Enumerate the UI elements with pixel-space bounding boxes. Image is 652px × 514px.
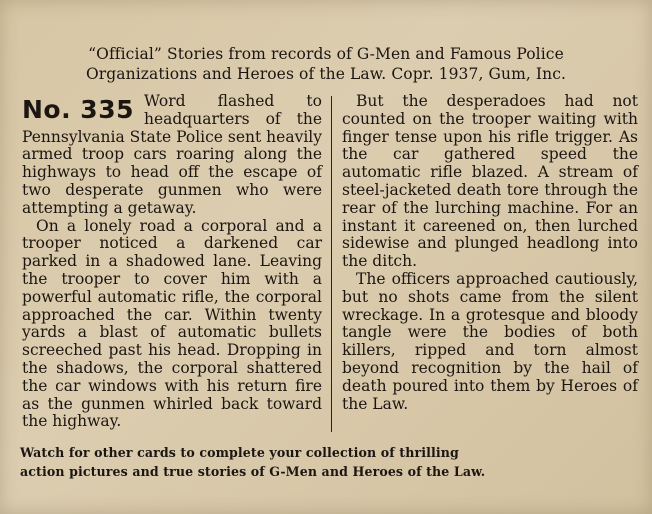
header-line-2: Organizations and Heroes of the Law. Copr. 1937, Gum, Inc.	[85, 65, 567, 83]
right-paragraph-2: The officers approached cautiously, but no shots came from the silent wreckage. In a grotesque and bloody tangle were the bodies of both killers, ripped and torn almost beyond recognition by the hail of death poured into them by Heroes of the Law.	[342, 269, 638, 413]
right-column	[342, 93, 638, 413]
card-footer	[20, 443, 636, 481]
left-column	[22, 93, 322, 431]
header-line-1: “Official” Stories from records of G-Men and Famous Police	[88, 45, 564, 63]
left-paragraph-1: Word flashed to headquarters of the Pennsylvania State Police sent heavily armed troop cars roaring along the highways to head off the escape of two desperate gunmen who were attempting a getaway.	[22, 92, 322, 217]
card-number: No. 335	[22, 95, 134, 124]
right-paragraph-1: But the desperadoes had not counted on the trooper waiting with finger tense upon his rifle trigger. As the car gathered speed the automatic rifle blazed. A stream of steel-jacketed death tore through the rear of the lurching machine. For an instant it careened on, then lurched sidewise and plunged headlong into the ditch.	[342, 92, 638, 271]
card-header	[20, 44, 632, 84]
footer-line-1: Watch for other cards to complete your collection of thrilling	[20, 445, 459, 460]
column-divider	[331, 96, 332, 432]
footer-line-2: action pictures and true stories of G-Men and Heroes of the Law.	[20, 464, 486, 479]
left-paragraph-2: On a lonely road a corporal and a trooper noticed a darkened car parked in a shadowed lane. Leaving the trooper to cover him with a powerful automatic rifle, the corporal approached the car. Within twenty yards a blast of automatic bullets screeched past his head. Dropping in the shadows, the corporal shattered the car windows with his return fire as the gunmen whirled back toward the highway.	[22, 216, 322, 431]
